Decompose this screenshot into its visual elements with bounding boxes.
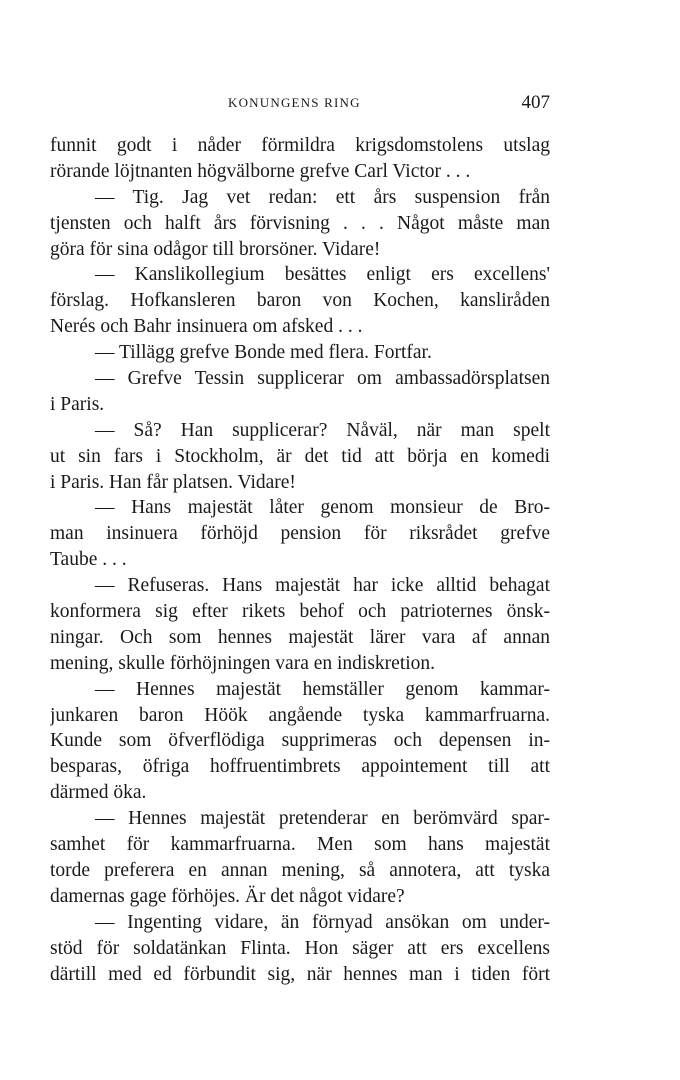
text-line: — Ingenting vidare, än förnyad ansökan om under- xyxy=(95,911,550,933)
text-line: ningar. Och som hennes majestät lärer vara af annan xyxy=(50,626,550,648)
text-line: — Kanslikollegium besättes enligt ers excellens' xyxy=(95,264,550,286)
text-line: i Paris. xyxy=(50,393,105,415)
text-line: funnit godt i nåder förmildra krigsdomstolens utslag xyxy=(50,135,550,156)
text-line: rörande löjtnanten högvälborne grefve Carl Victor . . . xyxy=(50,160,471,182)
text-line: torde preferera en annan mening, så annotera, att tyska xyxy=(50,859,550,881)
text-line: Nerés och Bahr insinuera om afsked . . . xyxy=(50,316,363,338)
running-head xyxy=(50,92,550,116)
text-line: därmed öka. xyxy=(50,782,147,804)
text-line: förslag. Hofkansleren baron von Kochen, kansliråden xyxy=(50,290,550,312)
text-line: mening, skulle förhöjningen vara en indiskretion. xyxy=(50,652,436,674)
text-line: besparas, öfriga hoffruentimbrets appointement till att xyxy=(50,756,550,778)
text-line: damernas gage förhöjes. Är det något vidare? xyxy=(50,885,405,907)
text-line: Kunde som öfverflödiga supprimeras och depensen in- xyxy=(50,730,550,752)
text-line: därtill med ed förbundit sig, när hennes man i tiden fört xyxy=(50,963,550,985)
text-line: konformera sig efter rikets behof och patrioternes önsk- xyxy=(50,601,550,623)
text-line: Taube . . . xyxy=(50,549,127,571)
text-line: — Refuseras. Hans majestät har icke alltid behagat xyxy=(95,575,550,597)
text-line: — Tillägg grefve Bonde med flera. Fortfar. xyxy=(95,342,432,364)
text-line: — Hans majestät låter genom monsieur de Bro- xyxy=(95,497,550,519)
text-line: samhet för kammarfruarna. Men som hans majestät xyxy=(50,834,550,856)
text-line: — Grefve Tessin supplicerar om ambassadörsplatsen xyxy=(95,368,550,390)
text-line: — Hennes majestät hemställer genom kammar- xyxy=(95,678,550,700)
text-line: — Så? Han supplicerar? Nåväl, när man spelt xyxy=(95,419,550,441)
body-text xyxy=(50,133,550,987)
text-line: — Tig. Jag vet redan: ett års suspension från xyxy=(95,186,550,208)
text-line: tjensten och halft års förvisning . . . Något måste man xyxy=(50,212,550,234)
text-line: i Paris. Han får platsen. Vidare! xyxy=(50,471,296,493)
text-line: stöd för soldatänkan Flinta. Hon säger att ers excellens xyxy=(50,937,550,959)
text-line: man insinuera förhöjd pension för riksrådet grefve xyxy=(50,523,550,545)
text-line: göra för sina odågor till brorsöner. Vidare! xyxy=(50,238,381,260)
text-line: — Hennes majestät pretenderar en berömvärd spar- xyxy=(95,808,550,830)
text-line: junkaren baron Höök angående tyska kammarfruarna. xyxy=(50,704,550,726)
text-line: ut sin fars i Stockholm, är det tid att börja en komedi xyxy=(50,445,550,467)
running-title: KONUNGENS RING xyxy=(228,95,361,110)
page-number: 407 xyxy=(521,92,550,113)
